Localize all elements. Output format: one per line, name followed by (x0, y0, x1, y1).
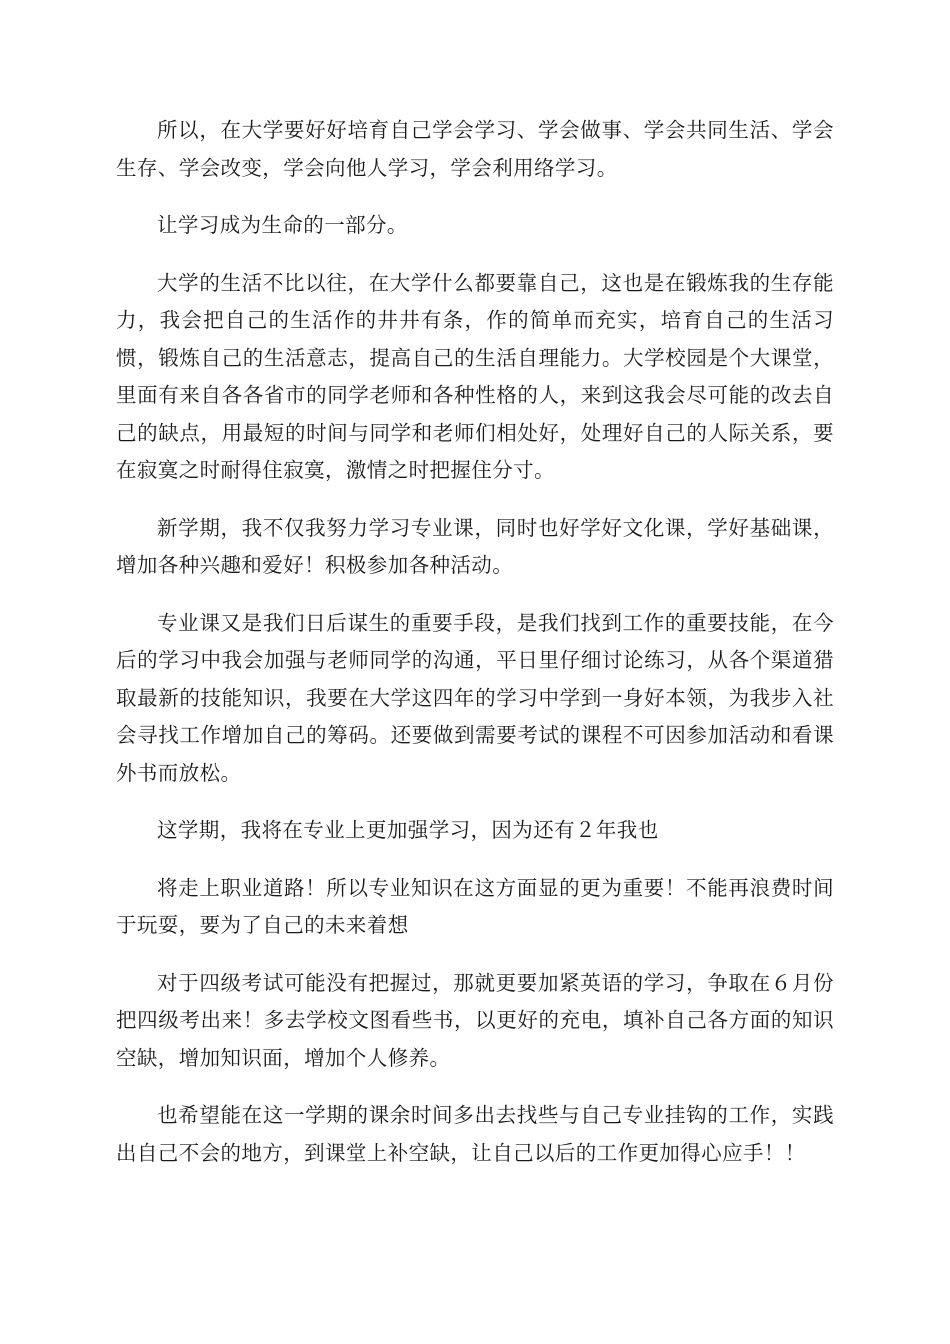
document-body (116, 112, 834, 1192)
paragraph: 这学期，我将在专业上更加强学习，因为还有２年我也 (157, 818, 659, 842)
paragraph: 让学习成为生命的一部分。 (157, 213, 408, 237)
paragraph: 所以，在大学要好好培育自己学会学习、学会做事、学会共同生活、学会生存、学会改变，学会向他人学习，学会利用络学习。 (116, 118, 834, 180)
paragraph: 对于四级考试可能没有把握过，那就更要加紧英语的学习，争取在６月份把四级考出来！多去学校文图看些书，以更好的充电，填补自己各方面的知识空缺，增加知识面，增加个人修养。 (116, 970, 834, 1070)
paragraph: 新学期，我不仅我努力学习专业课，同时也好学好文化课，学好基础课，增加各种兴趣和爱好！积极参加各种活动。 (116, 515, 834, 577)
paragraph: 将走上职业道路！所以专业知识在这方面显的更为重要！不能再浪费时间于玩耍，要为了自己的未来着想 (116, 875, 834, 937)
paragraph: 也希望能在这一学期的课余时间多出去找些与自己专业挂钩的工作，实践出自己不会的地方，到课堂上补空缺，让自己以后的工作更加得心应手！！ (116, 1103, 834, 1165)
paragraph: 大学的生活不比以往，在大学什么都要靠自己，这也是在锻炼我的生存能力，我会把自己的生活作的井井有条，作的简单而充实，培育自己的生活习惯，锻炼自己的生活意志，提高自己的生活自理能力。大学校园是个大课堂，里面有来自各各省市的同学老师和各种性格的人，来到这我会尽可能的改去自己的缺点，用最短的时间与同学和老师们相处好，处理好自己的人际关系，要在寂寞之时耐得住寂寞，激情之时把握住分寸。 (116, 270, 834, 482)
paragraph: 专业课又是我们日后谋生的重要手段，是我们找到工作的重要技能，在今后的学习中我会加强与老师同学的沟通，平日里仔细讨论练习，从各个渠道猎取最新的技能知识，我要在大学这四年的学习中学到一身好本领，为我步入社会寻找工作增加自己的筹码。还要做到需要考试的课程不可因参加活动和看课外书而放松。 (116, 610, 834, 785)
